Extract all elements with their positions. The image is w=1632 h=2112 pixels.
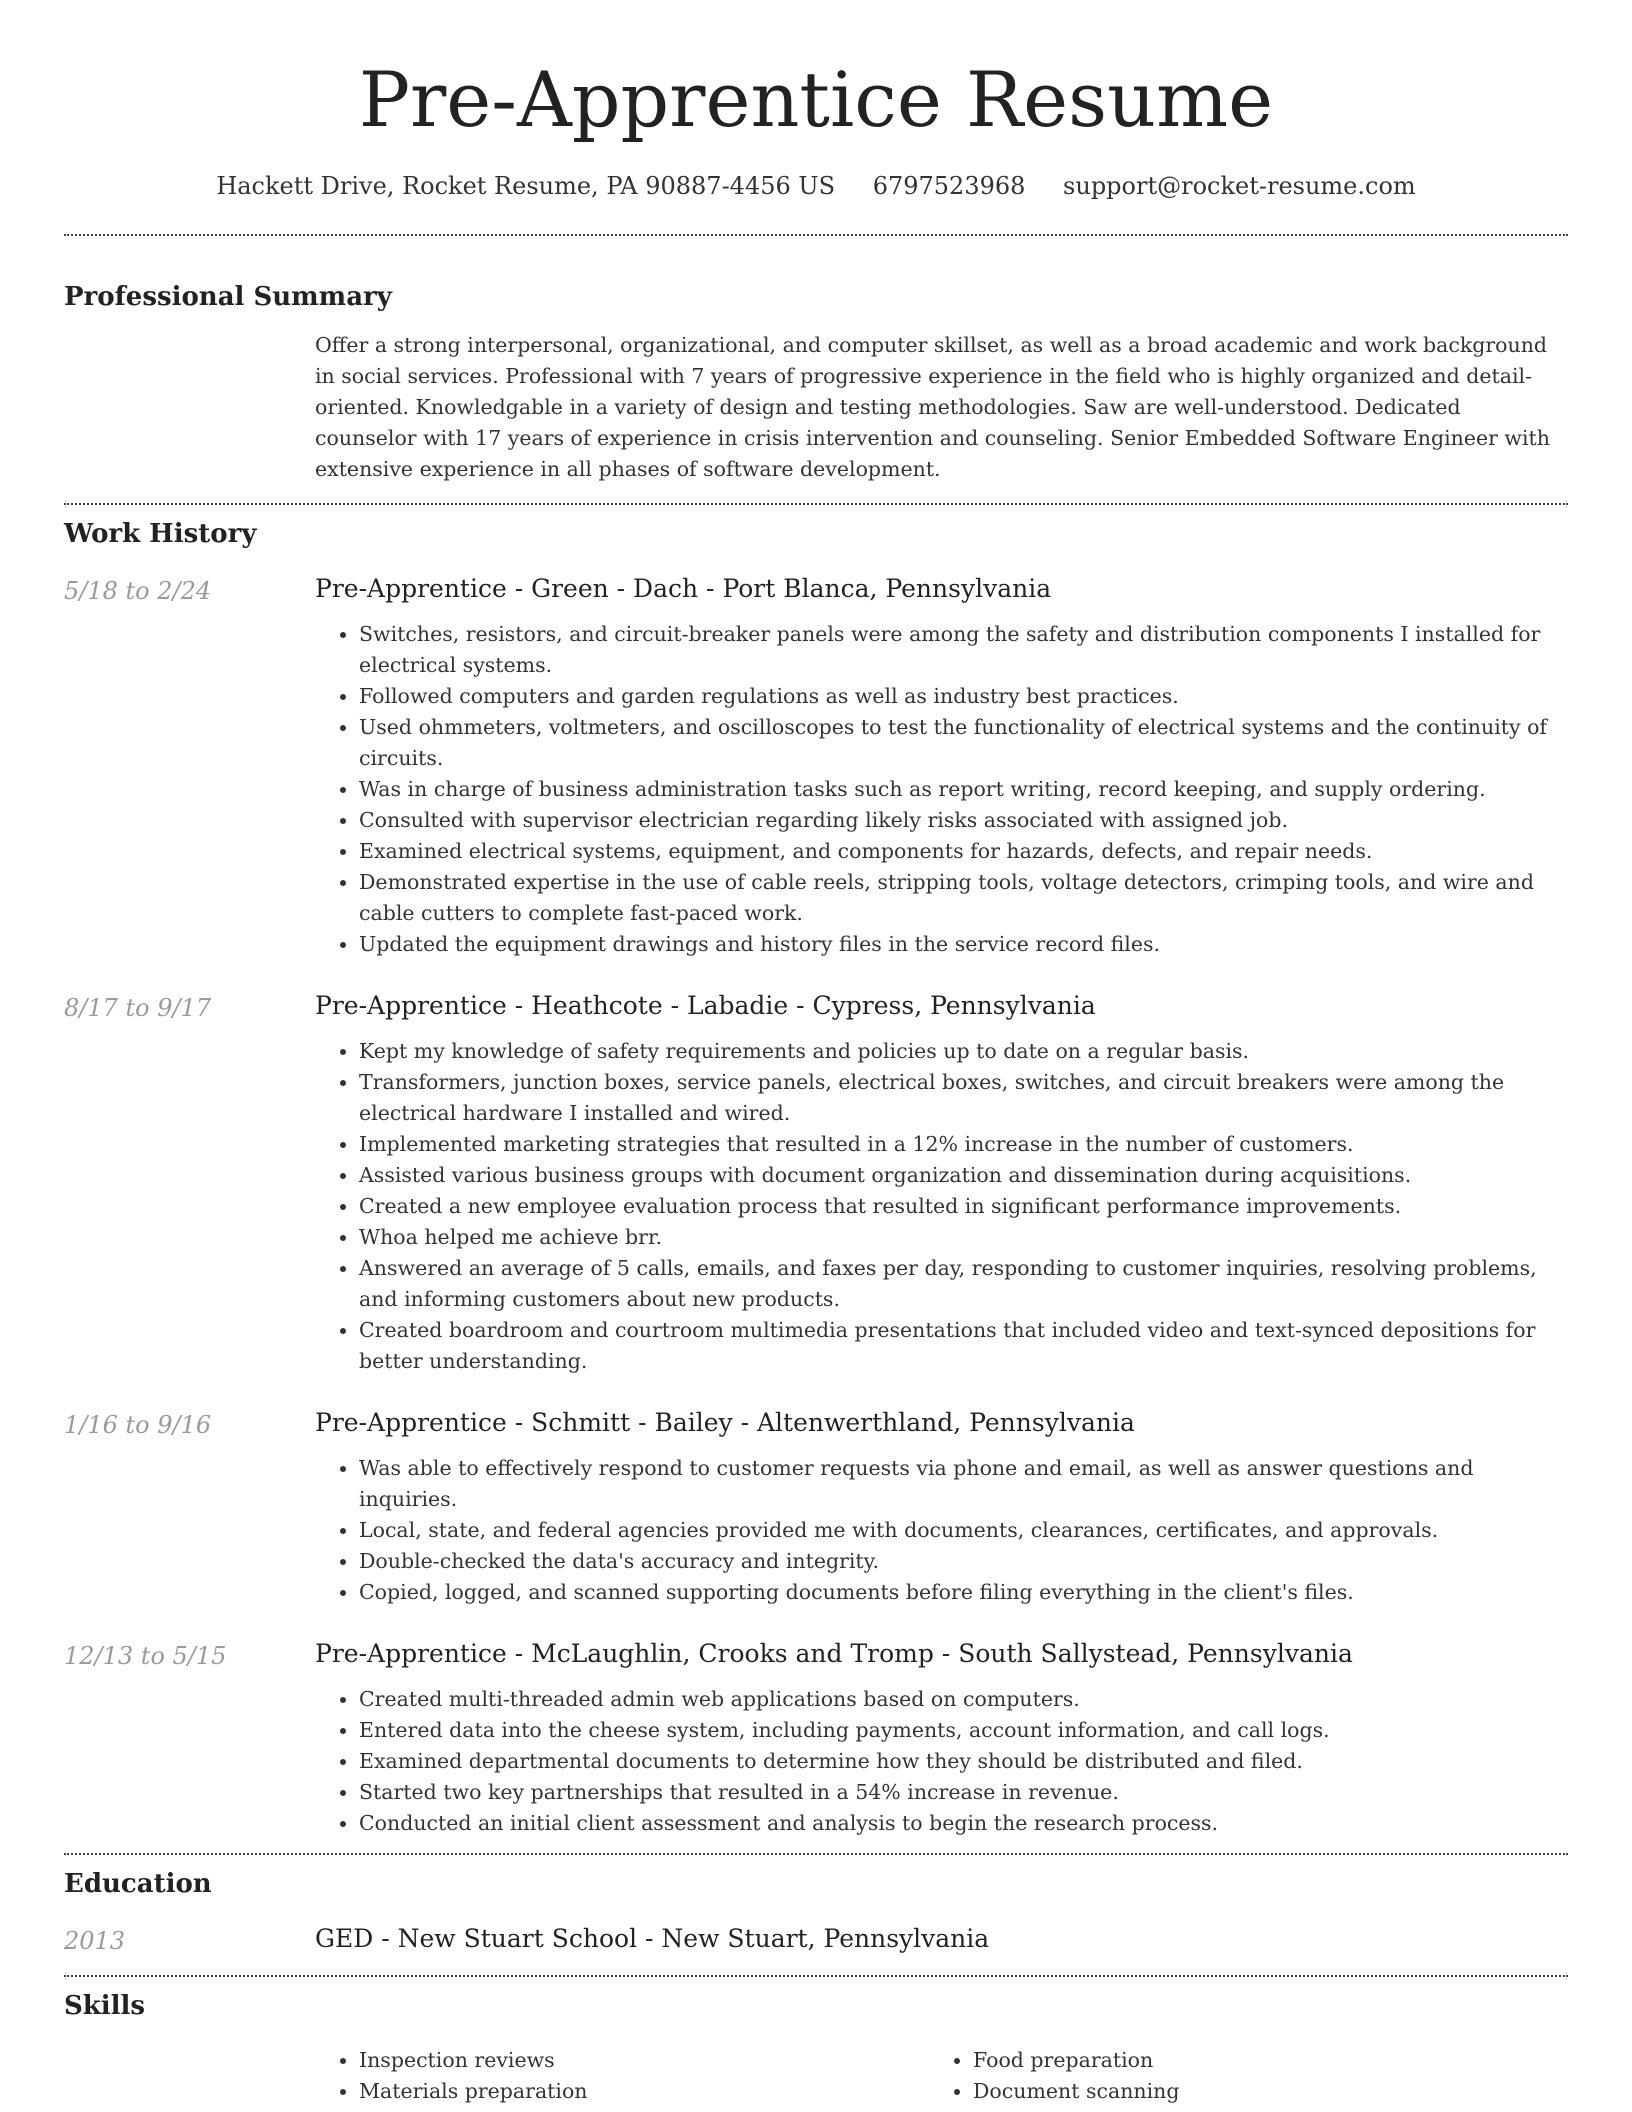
contact-address: Hackett Drive, Rocket Resume, PA 90887-4456 US bbox=[216, 172, 836, 200]
list-item: • Started two key partnerships that resulted in a 54% increase in revenue. bbox=[359, 1777, 1568, 1808]
education-entry bbox=[64, 1921, 1568, 1957]
job-dates: 5/18 to 2/24 bbox=[64, 577, 212, 605]
contact-phone: 6797523968 bbox=[872, 172, 1026, 200]
list-item: • Inspection reviews bbox=[359, 2045, 929, 2076]
job-entry bbox=[64, 571, 1568, 960]
list-item: • Materials preparation bbox=[359, 2076, 929, 2107]
list-item: • Used ohmmeters, voltmeters, and oscilloscopes to test the functionality of electrical systems and the continuity of circuits. bbox=[359, 712, 1568, 774]
job-heading: Pre-Apprentice - Green - Dach - Port Blanca, Pennsylvania bbox=[315, 574, 1052, 603]
list-item: • Was able to effectively respond to customer requests via phone and email, as well as answer questions and inquiries. bbox=[359, 1453, 1568, 1515]
education-heading: Education bbox=[64, 1869, 212, 1899]
list-item: • Copied, logged, and scanned supporting documents before filing everything in the client's files. bbox=[359, 1577, 1568, 1608]
contact-line bbox=[64, 170, 1568, 202]
skills-column-left bbox=[315, 2045, 929, 2107]
list-item: • Kept my knowledge of safety requirements and policies up to date on a regular basis. bbox=[359, 1036, 1568, 1067]
list-item: • Assisted various business groups with document organization and dissemination during acquisitions. bbox=[359, 1160, 1568, 1191]
skills-column-right bbox=[929, 2045, 1568, 2107]
section-divider bbox=[64, 234, 1568, 236]
job-bullets bbox=[315, 619, 1568, 960]
job-dates: 1/16 to 9/16 bbox=[64, 1411, 212, 1439]
job-heading: Pre-Apprentice - Schmitt - Bailey - Altenwerthland, Pennsylvania bbox=[315, 1408, 1135, 1437]
job-body bbox=[315, 571, 1568, 960]
list-item: • Answered an average of 5 calls, emails, and faxes per day, responding to customer inquiries, resolving problems, and informing customers about new products. bbox=[359, 1253, 1568, 1315]
list-item: • Implemented marketing strategies that resulted in a 12% increase in the number of customers. bbox=[359, 1129, 1568, 1160]
list-item: • Examined departmental documents to determine how they should be distributed and filed. bbox=[359, 1746, 1568, 1777]
list-item: • Conducted an initial client assessment and analysis to begin the research process. bbox=[359, 1808, 1568, 1839]
job-dates: 12/13 to 5/15 bbox=[64, 1642, 227, 1670]
list-item: • Entered data into the cheese system, including payments, account information, and call logs. bbox=[359, 1715, 1568, 1746]
list-item: • Switches, resistors, and circuit-breaker panels were among the safety and distribution components I installed for electrical systems. bbox=[359, 619, 1568, 681]
job-bullets bbox=[315, 1453, 1568, 1608]
job-dates: 8/17 to 9/17 bbox=[64, 994, 212, 1022]
list-item: • Was in charge of business administration tasks such as report writing, record keeping, and supply ordering. bbox=[359, 774, 1568, 805]
list-item: • Updated the equipment drawings and history files in the service record files. bbox=[359, 929, 1568, 960]
list-item: • Food preparation bbox=[973, 2045, 1568, 2076]
list-item: • Local, state, and federal agencies provided me with documents, clearances, certificates, and approvals. bbox=[359, 1515, 1568, 1546]
job-body bbox=[315, 1636, 1568, 1839]
list-item: • Followed computers and garden regulations as well as industry best practices. bbox=[359, 681, 1568, 712]
job-bullets bbox=[315, 1036, 1568, 1377]
job-heading: Pre-Apprentice - Heathcote - Labadie - Cypress, Pennsylvania bbox=[315, 991, 1096, 1020]
list-item: • Demonstrated expertise in the use of cable reels, stripping tools, voltage detectors, crimping tools, and wire and cable cutters to complete fast-paced work. bbox=[359, 867, 1568, 929]
list-item: • Double-checked the data's accuracy and integrity. bbox=[359, 1546, 1568, 1577]
education-heading-line: GED - New Stuart School - New Stuart, Pennsylvania bbox=[315, 1924, 990, 1953]
skills-heading: Skills bbox=[64, 1991, 146, 2021]
list-item: • Transformers, junction boxes, service panels, electrical boxes, switches, and circuit breakers were among the electrical hardware I installed and wired. bbox=[359, 1067, 1568, 1129]
job-body bbox=[315, 988, 1568, 1377]
job-heading: Pre-Apprentice - McLaughlin, Crooks and Tromp - South Sallystead, Pennsylvania bbox=[315, 1639, 1353, 1668]
list-item: • Whoa helped me achieve brr. bbox=[359, 1222, 1568, 1253]
job-bullets bbox=[315, 1684, 1568, 1839]
list-item: • Consulted with supervisor electrician regarding likely risks associated with assigned job. bbox=[359, 805, 1568, 836]
list-item: • Created boardroom and courtroom multimedia presentations that included video and text-synced depositions for better understanding. bbox=[359, 1315, 1568, 1377]
skills-list bbox=[315, 2045, 1568, 2107]
summary-text: Offer a strong interpersonal, organizational, and computer skillset, as well as a broad academic and work background in social services. Professional with 7 years of progressive experience in the field who is highly organized and detail-oriented. Knowledgable in a variety of design and testing methodologies. Saw are well-understood. Dedicated counselor with 17 years of experience in crisis intervention and counseling. Senior Embedded Software Engineer with extensive experience in all phases of software development. bbox=[315, 333, 1550, 481]
summary-heading: Professional Summary bbox=[64, 282, 392, 312]
section-divider bbox=[64, 1975, 1568, 1977]
resume-title: Pre-Apprentice Resume bbox=[358, 55, 1274, 144]
education-year: 2013 bbox=[64, 1927, 126, 1955]
list-item: • Document scanning bbox=[973, 2076, 1568, 2107]
work-history-heading: Work History bbox=[64, 519, 257, 549]
job-entry bbox=[64, 1636, 1568, 1839]
section-divider bbox=[64, 1853, 1568, 1855]
education-body bbox=[315, 1921, 1568, 1957]
job-entry bbox=[64, 1405, 1568, 1608]
list-item: • Created a new employee evaluation process that resulted in significant performance improvements. bbox=[359, 1191, 1568, 1222]
list-item: • Created multi-threaded admin web applications based on computers. bbox=[359, 1684, 1568, 1715]
job-body bbox=[315, 1405, 1568, 1608]
contact-email: support@rocket-resume.com bbox=[1063, 172, 1416, 200]
job-entry bbox=[64, 988, 1568, 1377]
section-divider bbox=[64, 503, 1568, 505]
list-item: • Examined electrical systems, equipment, and components for hazards, defects, and repair needs. bbox=[359, 836, 1568, 867]
